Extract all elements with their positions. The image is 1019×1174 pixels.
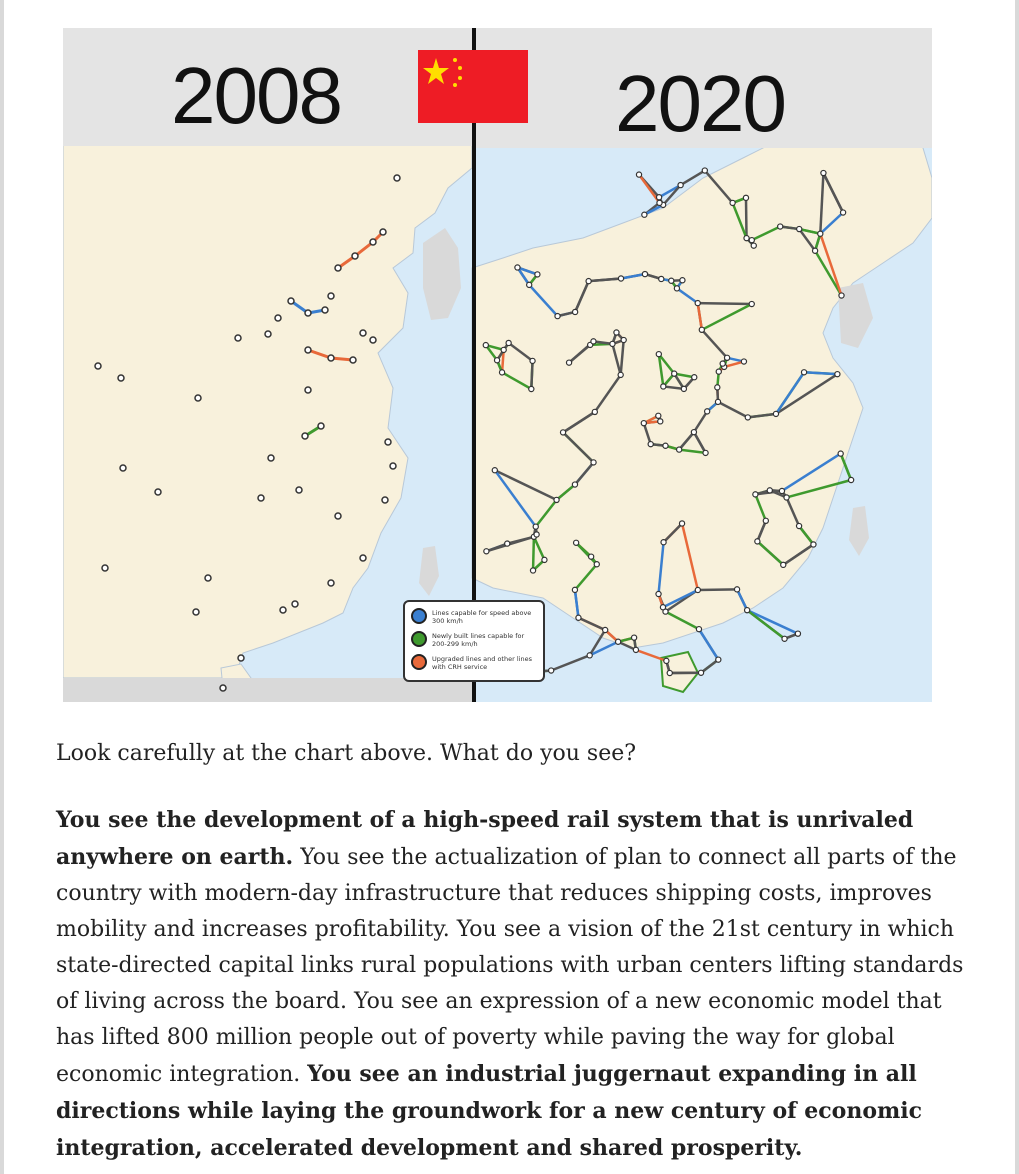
station-dot (699, 327, 704, 332)
station-dot (678, 182, 683, 187)
station-dot (527, 282, 532, 287)
rail-line (698, 589, 737, 590)
station-dot (667, 670, 672, 675)
china-flag-icon (418, 50, 528, 123)
station-dot (484, 549, 489, 554)
station-dot (642, 212, 647, 217)
station-dot (530, 358, 535, 363)
legend-item-200 (411, 631, 532, 648)
station-dot (614, 330, 619, 335)
station-dot (618, 372, 623, 377)
station-dot (840, 210, 845, 215)
station-dot (533, 524, 538, 529)
station-dot (703, 450, 708, 455)
station-dot (555, 313, 560, 318)
station-dot (749, 238, 754, 243)
station-dot (779, 488, 784, 493)
station-dot (572, 587, 577, 592)
station-dot (811, 542, 816, 547)
map-legend (403, 600, 545, 682)
station-dot (648, 442, 653, 447)
station-dot (720, 361, 725, 366)
station-dot (586, 278, 591, 283)
station-dot (695, 300, 700, 305)
station-dot (656, 591, 661, 596)
bold-intro: You see the development of a high-speed rail system that is unrivaled anywhere on earth. (56, 807, 914, 870)
station-dot (778, 224, 783, 229)
station-dot (849, 477, 854, 482)
station-dot (560, 430, 565, 435)
station-dot (782, 636, 787, 641)
station-dot (763, 518, 768, 523)
year-label-2008: 2008 (171, 51, 341, 140)
station-dot (566, 360, 571, 365)
station-dot (664, 658, 669, 663)
station-dot (659, 276, 664, 281)
station-dot (730, 200, 735, 205)
station-dot (549, 668, 554, 673)
station-dot (681, 386, 686, 391)
station-dot (696, 627, 701, 632)
station-dot (695, 587, 700, 592)
station-dot (529, 386, 534, 391)
station-dot (724, 355, 729, 360)
station-dot (743, 195, 748, 200)
body-paragraph (56, 802, 976, 1167)
station-dot (506, 340, 511, 345)
station-dot (741, 359, 746, 364)
station-dot (663, 443, 668, 448)
station-dot (534, 532, 539, 537)
rail-map-comparison-image (63, 28, 932, 702)
year-label-2020: 2020 (615, 59, 785, 148)
station-dot (573, 309, 578, 314)
station-dot (610, 341, 615, 346)
station-dot (716, 369, 721, 374)
station-dot (679, 521, 684, 526)
station-dot (633, 647, 638, 652)
station-dot (542, 557, 547, 562)
station-dot (492, 468, 497, 473)
station-dot (554, 497, 559, 502)
station-dot (839, 293, 844, 298)
legend-label: Upgraded lines and other lines with CRH service (432, 655, 532, 671)
station-dot (530, 568, 535, 573)
station-dot (515, 265, 520, 270)
station-dot (661, 384, 666, 389)
station-dot (698, 670, 703, 675)
station-dot (621, 337, 626, 342)
green-dot-icon (411, 631, 427, 647)
station-dot (656, 413, 661, 418)
station-dot (587, 653, 592, 658)
station-dot (755, 539, 760, 544)
station-dot (657, 195, 662, 200)
station-dot (801, 370, 806, 375)
bold-outro: You see an industrial juggernaut expanding in all directions while laying the groundwork for a new century of economic integration, accelerated development and shared prosperity. (56, 1061, 923, 1161)
station-dot (818, 231, 823, 236)
station-dot (632, 635, 637, 640)
station-dot (589, 554, 594, 559)
station-dot (505, 541, 510, 546)
station-dot (812, 248, 817, 253)
station-dot (669, 278, 674, 283)
legend-label: Newly built lines capable for 200-299 km/h (432, 632, 525, 648)
station-dot (603, 627, 608, 632)
station-dot (838, 451, 843, 456)
station-dot (574, 540, 579, 545)
station-dot (535, 272, 540, 277)
station-dot (715, 385, 720, 390)
station-dot (661, 540, 666, 545)
station-dot (734, 587, 739, 592)
orange-dot-icon (411, 654, 427, 670)
station-dot (744, 236, 749, 241)
station-dot (572, 482, 577, 487)
station-dot (835, 372, 840, 377)
station-dot (616, 639, 621, 644)
station-dot (576, 615, 581, 620)
station-dot (753, 492, 758, 497)
station-dot (499, 370, 504, 375)
station-dot (691, 430, 696, 435)
rail-line (746, 198, 747, 238)
station-dot (705, 409, 710, 414)
left-border (0, 0, 4, 1174)
station-dot (672, 371, 677, 376)
station-dot (751, 243, 756, 248)
body-text: You see the actualization of plan to connect all parts of the country with modern-day infrastructure that reduces shipping costs, improves mobility and increases profitability. You see a vision of the 21st century in which state-directed capital links rural populations with urban centers lifting standards of living across the board. You see an expression of a new economic model that has lifted 800 million people out of poverty while paving the way for global economic integration. (56, 845, 964, 1087)
legend-label: Lines capable for speed above 300 km/h (432, 609, 532, 625)
station-dot (674, 286, 679, 291)
station-dot (483, 342, 488, 347)
station-dot (658, 419, 663, 424)
rail-line (533, 537, 534, 571)
station-dot (767, 488, 772, 493)
station-dot (494, 358, 499, 363)
station-dot (749, 301, 754, 306)
station-dot (641, 421, 646, 426)
station-dot (592, 409, 597, 414)
rail-line (531, 361, 532, 389)
station-dot (642, 271, 647, 276)
station-dot (702, 168, 707, 173)
station-dot (636, 172, 641, 177)
question-text: Look carefully at the chart above. What do you see? (56, 741, 637, 766)
station-dot (784, 495, 789, 500)
station-dot (656, 352, 661, 357)
station-dot (594, 562, 599, 567)
station-dot (796, 523, 801, 528)
legend-item-300 (411, 608, 532, 625)
station-dot (692, 375, 697, 380)
blue-dot-icon (411, 608, 427, 624)
station-dot (715, 399, 720, 404)
station-dot (781, 562, 786, 567)
station-dot (797, 226, 802, 231)
station-dot (660, 605, 665, 610)
station-dot (795, 631, 800, 636)
legend-item-upgraded (411, 654, 532, 671)
station-dot (677, 447, 682, 452)
right-border (1015, 0, 1019, 1174)
station-dot (745, 608, 750, 613)
station-dot (680, 278, 685, 283)
station-dot (773, 411, 778, 416)
station-dot (821, 170, 826, 175)
station-dot (618, 276, 623, 281)
station-dot (657, 200, 662, 205)
rail-line (698, 303, 752, 304)
station-dot (501, 347, 506, 352)
station-dot (716, 657, 721, 662)
station-dot (591, 339, 596, 344)
station-dot (745, 415, 750, 420)
station-dot (591, 460, 596, 465)
